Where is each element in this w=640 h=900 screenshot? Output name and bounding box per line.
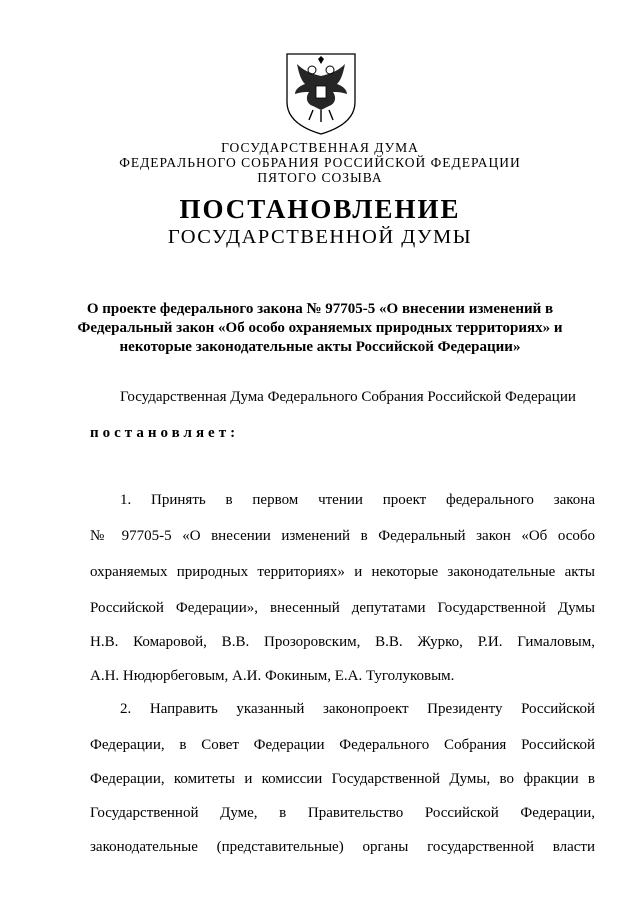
item-2-line: Федерации, в Совет Федерации Федерального Собрания Российской bbox=[90, 737, 595, 753]
subject-block bbox=[60, 300, 580, 357]
item-1-line: 1. Принять в первом чтении проект федерального закона bbox=[120, 492, 595, 508]
item-2-line: Государственной Думе, в Правительство Российской Федерации, bbox=[90, 805, 595, 821]
subject-line: Федеральный закон «Об особо охраняемых природных территориях» и bbox=[77, 320, 563, 336]
item-1-line: Н.В. Комаровой, В.В. Прозоровским, В.В. Журко, Р.И. Гималовым, bbox=[90, 634, 595, 650]
item-1-line: А.Н. Нюдюрбеговым, А.И. Фокиным, Е.А. Туголуковым. bbox=[90, 668, 455, 684]
item-2-line: 2. Направить указанный законопроект Президенту Российской bbox=[120, 701, 595, 717]
header-assembly: ФЕДЕРАЛЬНОГО СОБРАНИЯ РОССИЙСКОЙ ФЕДЕРАЦИИ bbox=[119, 155, 521, 170]
item-2-line: законодательные (представительные) органы государственной власти bbox=[90, 839, 595, 855]
item-2-line: Федерации, комитеты и комиссии Государственной Думы, во фракции в bbox=[90, 771, 595, 787]
preamble-line: Государственная Дума Федерального Собрания Российской Федерации bbox=[120, 389, 576, 405]
subject-line: О проекте федерального закона № 97705-5 «О внесении изменений в bbox=[86, 301, 554, 317]
coat-of-arms-icon bbox=[283, 50, 359, 136]
document-title: ПОСТАНОВЛЕНИЕ bbox=[179, 194, 461, 224]
item-1-line: Российской Федерации», внесенный депутатами Государственной Думы bbox=[90, 600, 595, 616]
header-convocation: ПЯТОГО СОЗЫВА bbox=[257, 170, 383, 185]
resolves-word: постановляет: bbox=[90, 425, 240, 441]
item-1-line: № 97705-5 «О внесении изменений в Федеральный закон «Об особо bbox=[90, 528, 595, 544]
item-1-line: охраняемых природных территориях» и некоторые законодательные акты bbox=[90, 564, 595, 580]
document-subtitle: ГОСУДАРСТВЕННОЙ ДУМЫ bbox=[167, 226, 473, 248]
header-duma: ГОСУДАРСТВЕННАЯ ДУМА bbox=[221, 140, 419, 155]
subject-line: некоторые законодательные акты Российской Федерации» bbox=[119, 339, 521, 355]
